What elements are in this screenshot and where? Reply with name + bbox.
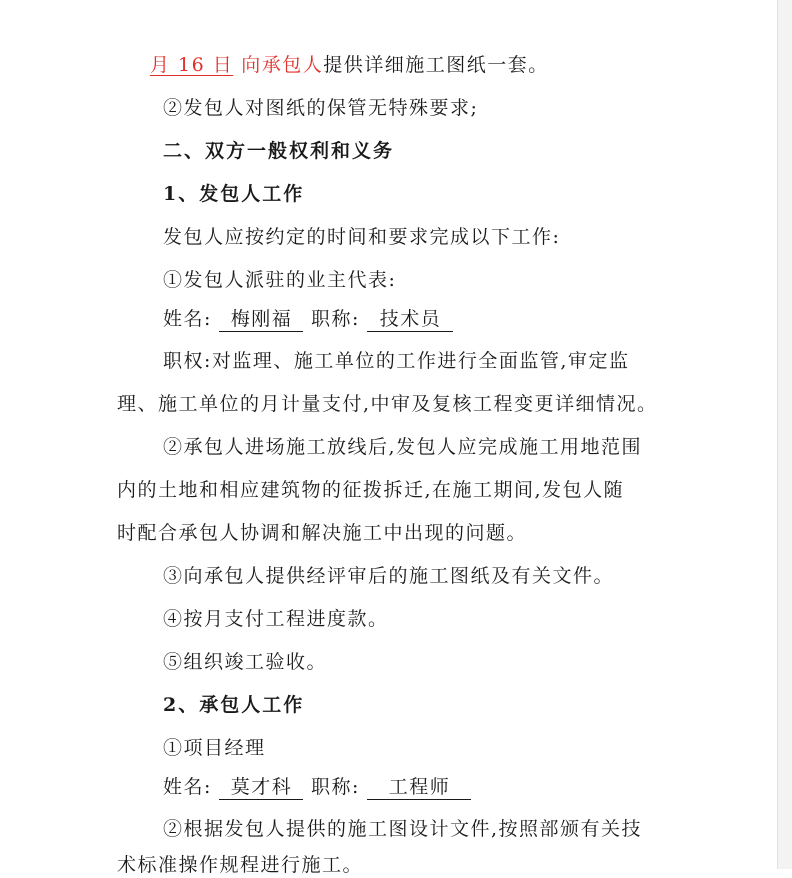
line-drawings-provision [150, 52, 549, 78]
employer-intro: 发包人应按约定的时间和要求完成以下工作: [163, 226, 561, 248]
name-label: 姓名: [163, 776, 212, 798]
authority-line-1: 职权:对监理、施工单位的工作进行全面监管,审定监 [163, 350, 630, 372]
contractor-item2-line-2: 术标准操作规程进行施工。 [117, 854, 364, 876]
page-edge [777, 0, 792, 869]
employer-name-field: 梅刚福 [219, 307, 303, 332]
provision-text: 提供详细施工图纸一套。 [323, 54, 549, 76]
item2-line-2: 内的土地和相应建筑物的征拨拆迁,在施工期间,发包人随 [117, 479, 625, 501]
item2-line-3: 时配合承包人协调和解决施工中出现的问题。 [117, 522, 528, 544]
section-heading: 二、双方一般权利和义务 [163, 140, 395, 162]
item2-line-1: ②承包人进场施工放线后,发包人应完成施工用地范围 [163, 436, 643, 458]
employer-rep-info [163, 306, 453, 332]
project-manager-line: ①项目经理 [163, 737, 266, 759]
title-label: 职称: [311, 776, 360, 798]
employer-rep: ①发包人派驻的业主代表: [163, 269, 397, 291]
line-drawing-custody: ②发包人对图纸的保管无特殊要求; [163, 97, 479, 119]
contractor-item2-line-1: ②根据发包人提供的施工图设计文件,按照部颁有关技 [163, 818, 643, 840]
employer-title-field: 技术员 [367, 307, 453, 332]
contractor-rep-info [163, 774, 471, 800]
employer-heading: 1、发包人工作 [163, 183, 305, 205]
authority-line-2: 理、施工单位的月计量支付,中审及复核工程变更详细情况。 [117, 393, 658, 415]
contractor-heading: 2、承包人工作 [163, 694, 305, 716]
contractor-title-field: 工程师 [367, 775, 471, 800]
item4-line: ④按月支付工程进度款。 [163, 608, 389, 630]
party-text: 向承包人 [241, 54, 324, 76]
name-label: 姓名: [163, 308, 212, 330]
date-text: 月 16 日 [150, 54, 234, 76]
item5-line: ⑤组织竣工验收。 [163, 651, 328, 673]
contractor-name-field: 莫才科 [219, 775, 303, 800]
item3-line: ③向承包人提供经评审后的施工图纸及有关文件。 [163, 565, 615, 587]
title-label: 职称: [311, 308, 360, 330]
